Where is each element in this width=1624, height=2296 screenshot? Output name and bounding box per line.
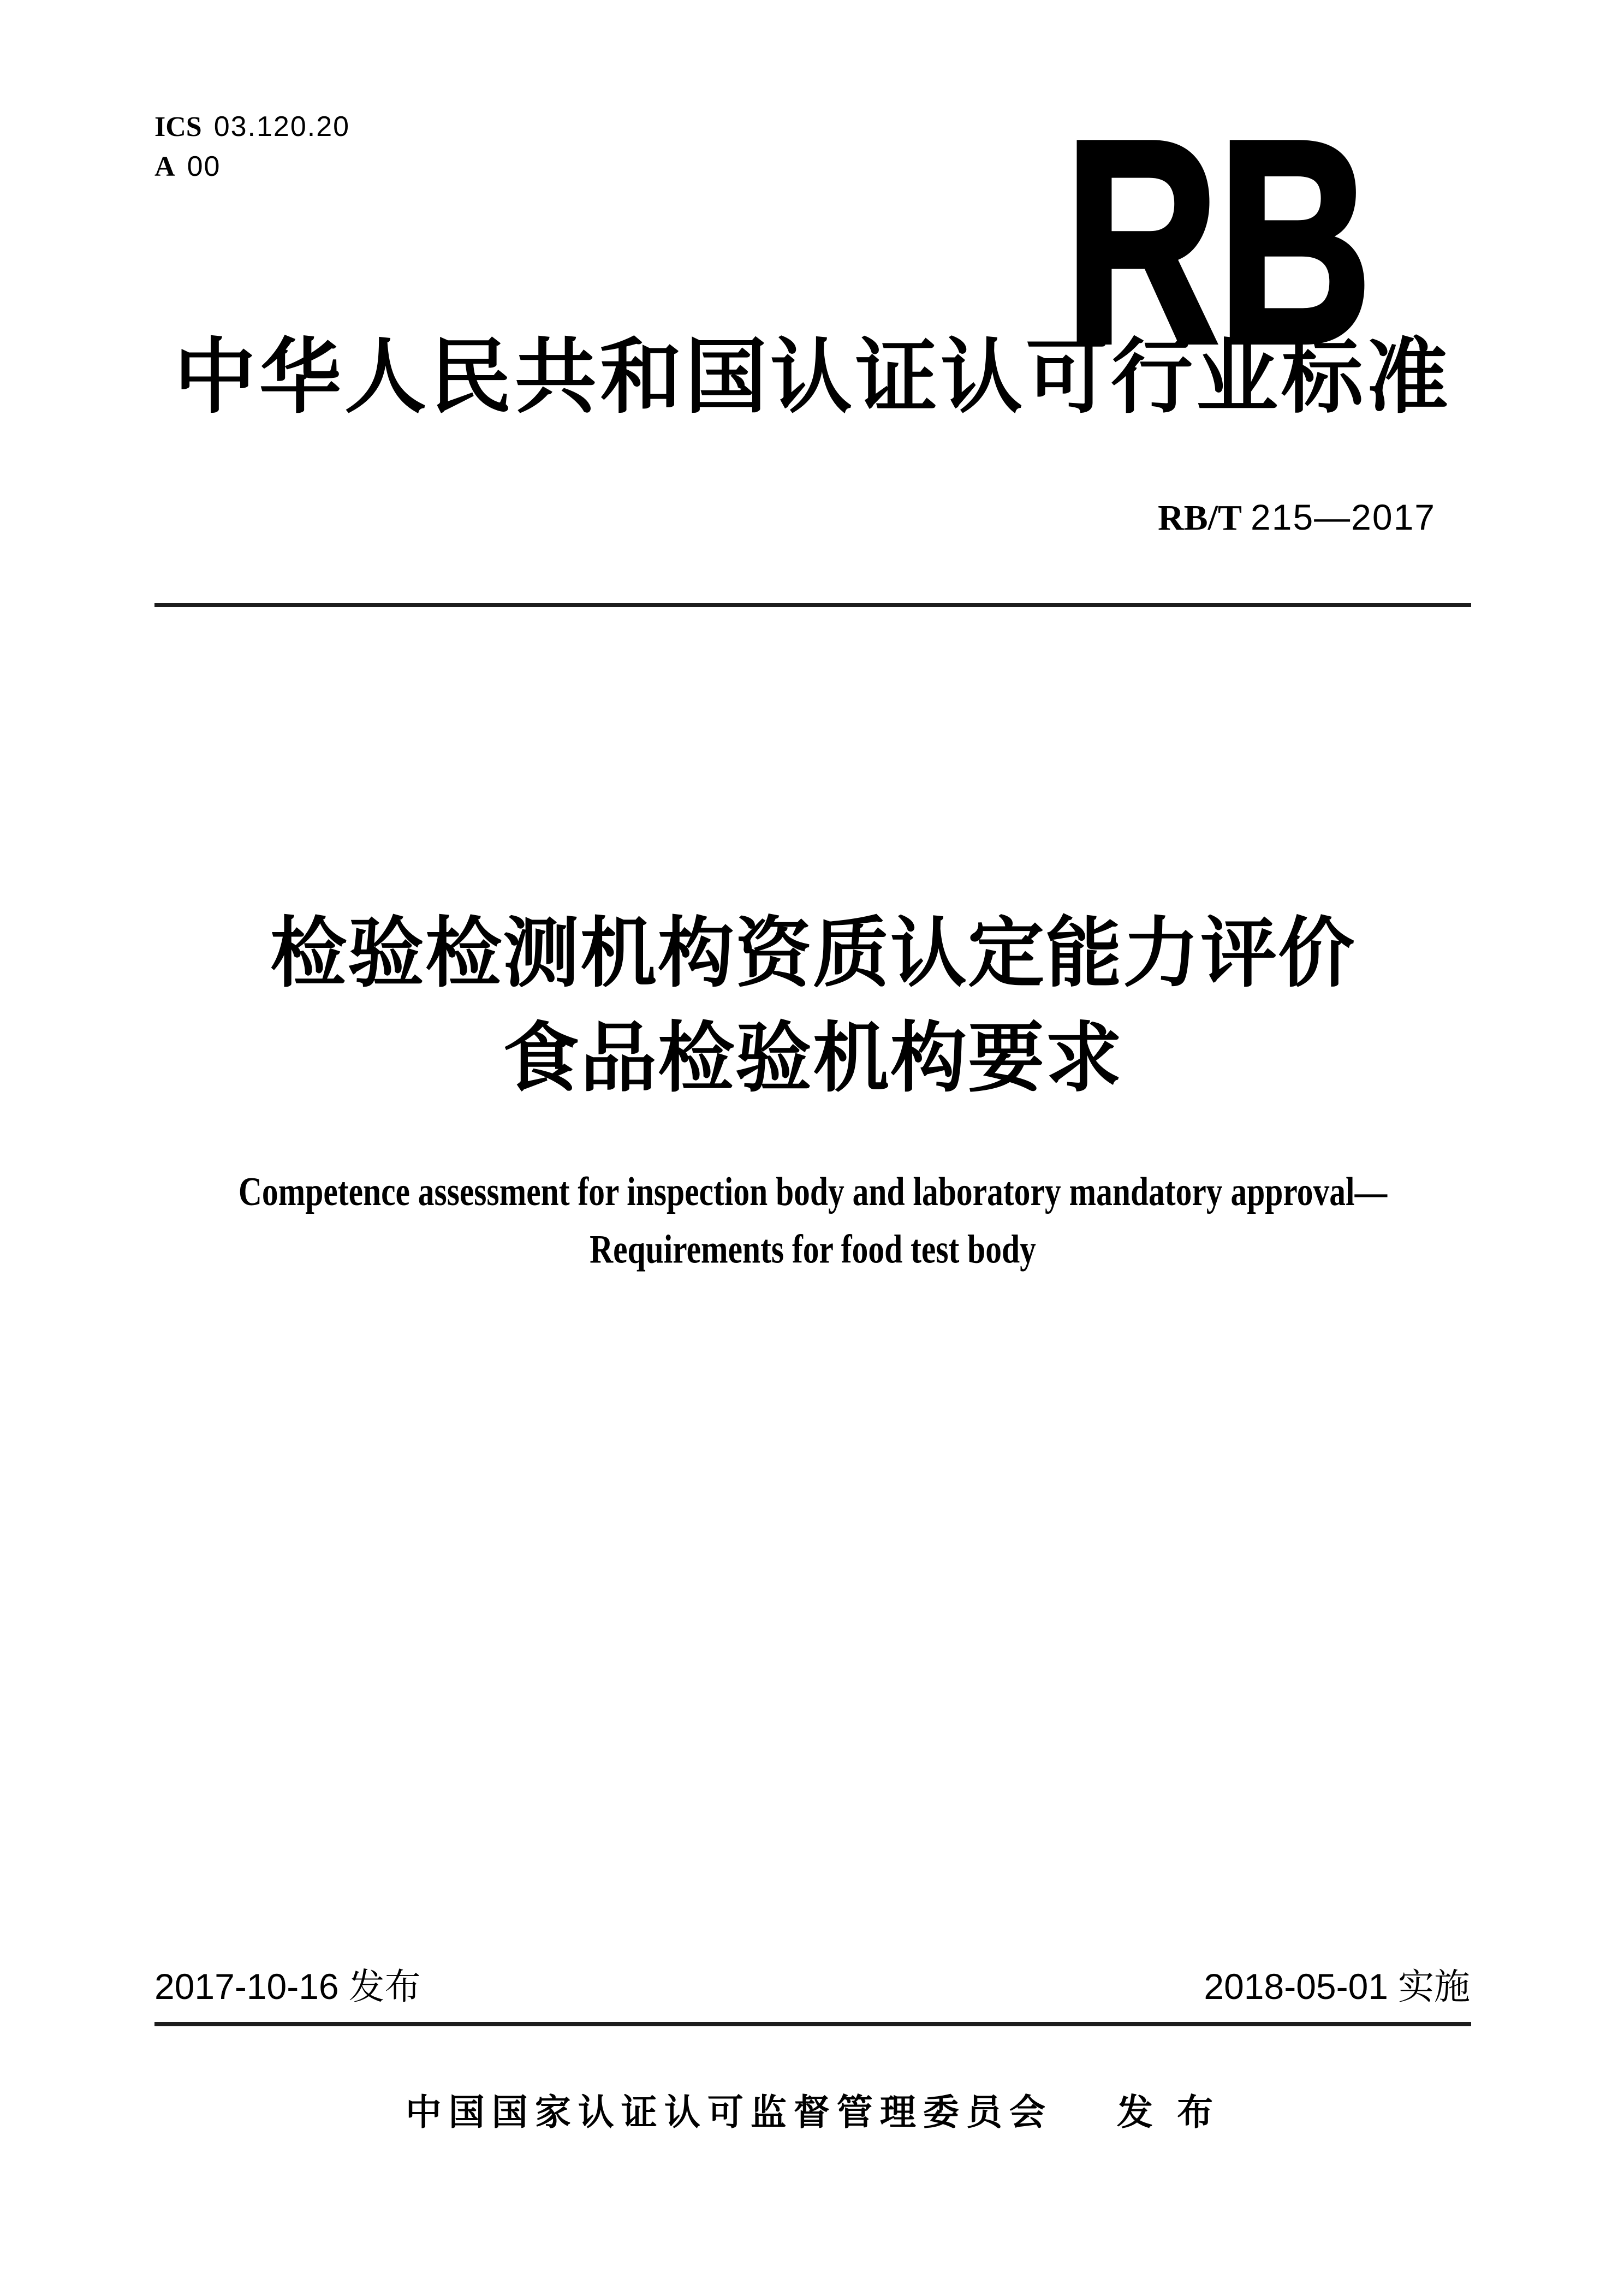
ics-classification-block [154, 107, 350, 187]
standard-code-number: 215—2017 [1251, 497, 1436, 537]
header-rule [154, 603, 1471, 607]
ics-line [154, 107, 350, 147]
implementation-date-line [1204, 1966, 1470, 2007]
issuer-name: 中国国家认证认可监督管理委员会 [405, 2092, 1052, 2132]
ics-label: ICS [154, 111, 202, 143]
document-title-en [181, 1163, 1445, 1278]
issue-date: 2017-10-16 [154, 1966, 339, 2007]
document-title-cn-line1: 检验检测机构资质认定能力评价 [270, 910, 1355, 996]
issuer-line [154, 2090, 1471, 2134]
issue-date-line [154, 1966, 421, 2007]
publish-action-label: 发 布 [1116, 2092, 1221, 2132]
classification-line [154, 147, 350, 187]
classification-label: A [154, 151, 175, 182]
classification-code: 00 [187, 151, 221, 182]
implementation-date: 2018-05-01 [1204, 1966, 1388, 2007]
document-title-cn-line2: 食品检验机构要求 [502, 1015, 1123, 1101]
ics-code: 03.120.20 [213, 111, 350, 143]
standard-code [1158, 496, 1436, 539]
standard-code-prefix: RB/T [1158, 498, 1242, 538]
document-title-en-line1: Competence assessment for inspection body and laboratory mandatory approval— [238, 1170, 1388, 1214]
standard-category-title: 中华人民共和国认证认可行业标准 [174, 331, 1452, 423]
footer-rule [154, 2022, 1471, 2026]
document-title-cn [154, 901, 1471, 1111]
document-title-en-line2: Requirements for food test body [590, 1227, 1036, 1272]
issue-label: 发布 [348, 1966, 421, 2007]
implementation-label: 实施 [1398, 1966, 1470, 2007]
rb-logo: RB [1064, 80, 1371, 404]
